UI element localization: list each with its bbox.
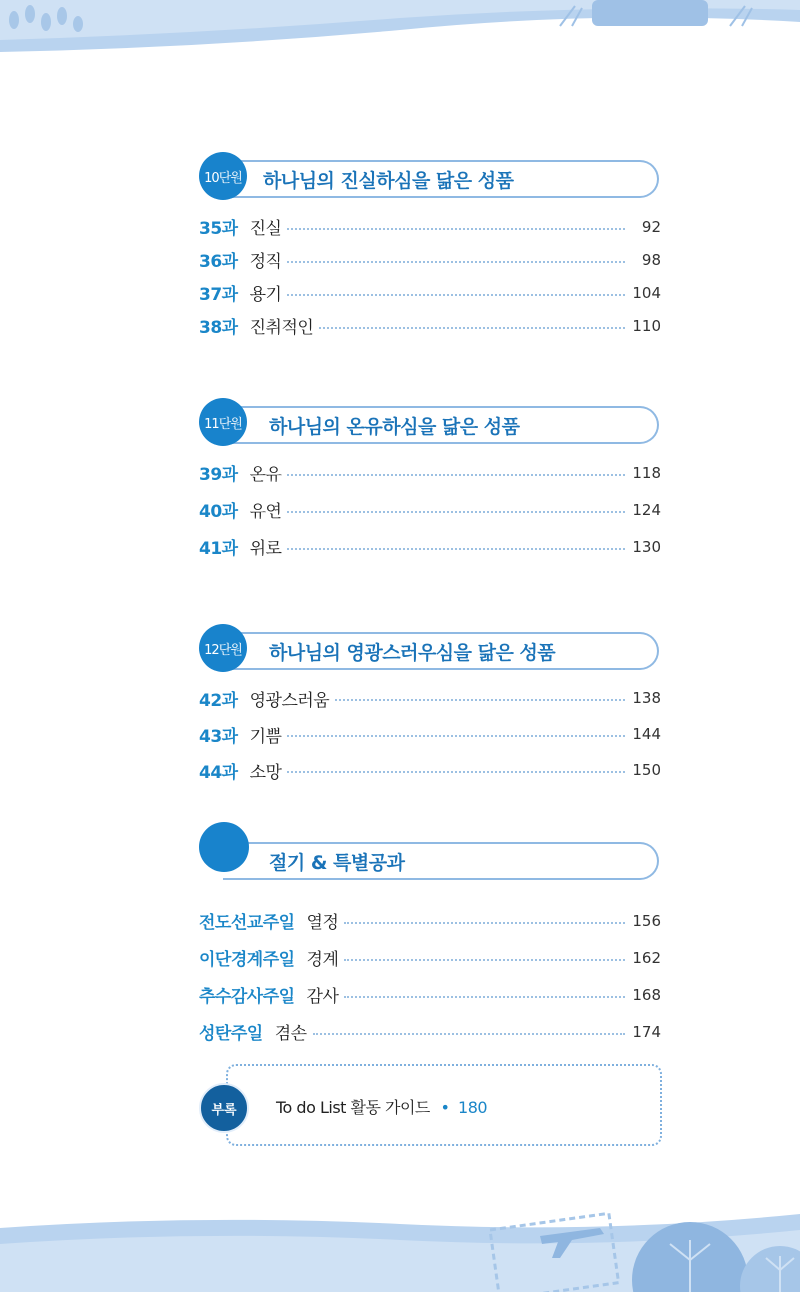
page-number: 156: [632, 911, 661, 930]
page-number: 110: [632, 316, 661, 335]
special-lessons: [199, 842, 661, 1050]
appendix-page-number: 180: [458, 1098, 488, 1117]
unit-title[interactable]: 절기 & 특별공과: [269, 852, 405, 874]
lesson-title: 열정: [306, 913, 339, 933]
lesson-number: 36과: [199, 252, 238, 272]
lesson-title: 용기: [249, 285, 282, 305]
dot-leader: [287, 511, 625, 513]
lesson-row[interactable]: [199, 528, 661, 565]
lesson-row[interactable]: [199, 243, 661, 276]
appendix-title: To do List 활동 가이드: [276, 1098, 430, 1117]
page-number: 162: [632, 948, 661, 967]
lesson-title: 겸손: [274, 1024, 307, 1044]
dot-leader: [335, 699, 625, 701]
page-number: 124: [632, 500, 661, 519]
dot-leader: [344, 922, 625, 924]
bullet-icon: •: [440, 1098, 450, 1117]
dot-leader: [287, 771, 625, 773]
lesson-number: 43과: [199, 726, 238, 747]
unit-badge: [199, 822, 249, 872]
lesson-row[interactable]: [199, 976, 661, 1013]
lesson-row[interactable]: [199, 276, 661, 309]
lesson-number: 전도선교주일: [199, 913, 295, 933]
lesson-row[interactable]: [199, 454, 661, 491]
lesson-row[interactable]: [199, 210, 661, 243]
lesson-title: 진취적인: [249, 318, 314, 338]
lesson-title: 위로: [249, 539, 282, 559]
dot-leader: [287, 735, 625, 737]
unit-title[interactable]: 하나님의 진실하심을 닮은 성품: [263, 170, 514, 192]
page-number: 118: [632, 463, 661, 482]
top-decoration: [0, 0, 800, 60]
dot-leader: [344, 996, 625, 998]
lesson-row[interactable]: [199, 309, 661, 342]
lesson-row[interactable]: [199, 752, 661, 788]
lesson-number: 38과: [199, 318, 238, 338]
dot-leader: [287, 294, 625, 296]
page-number: 98: [641, 250, 661, 269]
dot-leader: [287, 548, 625, 550]
page-number: 174: [632, 1022, 661, 1041]
appendix-link[interactable]: [276, 1095, 487, 1118]
lesson-title: 감사: [306, 987, 339, 1007]
lesson-number: 39과: [199, 465, 238, 485]
lesson-title: 온유: [249, 465, 282, 485]
lesson-number: 이단경계주일: [199, 950, 295, 970]
lesson-row[interactable]: [199, 1013, 661, 1050]
lesson-title: 기쁨: [249, 726, 282, 747]
dot-leader: [344, 959, 625, 961]
lesson-number: 성탄주일: [199, 1024, 263, 1044]
lesson-title: 영광스러움: [249, 690, 330, 711]
lesson-list: [199, 680, 661, 788]
lesson-number: 44과: [199, 762, 238, 783]
unit-header: [199, 160, 661, 204]
lesson-title: 경계: [306, 950, 339, 970]
lesson-number: 37과: [199, 285, 238, 305]
lesson-number: 추수감사주일: [199, 987, 295, 1007]
bottom-decoration: [0, 1200, 800, 1292]
unit-10: [199, 160, 661, 342]
lesson-title: 유연: [249, 502, 282, 522]
page-number: 92: [641, 217, 661, 236]
lesson-list: [199, 454, 661, 565]
unit-badge: 12단원: [199, 624, 247, 672]
dot-leader: [287, 474, 625, 476]
unit-11: [199, 406, 661, 565]
page-number: 104: [632, 283, 661, 302]
dot-leader: [287, 261, 625, 263]
page-number: 138: [632, 689, 661, 707]
page-number: 144: [632, 725, 661, 743]
lesson-row[interactable]: [199, 491, 661, 528]
page-number: 150: [632, 761, 661, 779]
page-number: 168: [632, 985, 661, 1004]
unit-header: [199, 406, 661, 450]
lesson-row[interactable]: [199, 716, 661, 752]
unit-title[interactable]: 하나님의 영광스러우심을 닮은 성품: [269, 642, 556, 664]
unit-header: [199, 632, 661, 676]
dot-leader: [287, 228, 625, 230]
appendix-badge: 부록: [199, 1083, 249, 1133]
lesson-title: 정직: [249, 252, 282, 272]
lesson-title: 진실: [249, 219, 282, 239]
lesson-number: 41과: [199, 539, 238, 559]
unit-title[interactable]: 하나님의 온유하심을 닮은 성품: [269, 416, 520, 438]
lesson-number: 35과: [199, 219, 238, 239]
lesson-title: 소망: [249, 762, 282, 783]
unit-badge: 11단원: [199, 398, 247, 446]
lesson-number: 42과: [199, 690, 238, 711]
lesson-row[interactable]: [199, 680, 661, 716]
lesson-list: [199, 902, 661, 1050]
lesson-row[interactable]: [199, 902, 661, 939]
lesson-number: 40과: [199, 502, 238, 522]
dot-leader: [319, 327, 625, 329]
lesson-list: [199, 210, 661, 342]
unit-header: [199, 842, 661, 886]
lesson-row[interactable]: [199, 939, 661, 976]
dot-leader: [313, 1033, 625, 1035]
unit-badge: 10단원: [199, 152, 247, 200]
page-number: 130: [632, 537, 661, 556]
unit-12: [199, 632, 661, 788]
